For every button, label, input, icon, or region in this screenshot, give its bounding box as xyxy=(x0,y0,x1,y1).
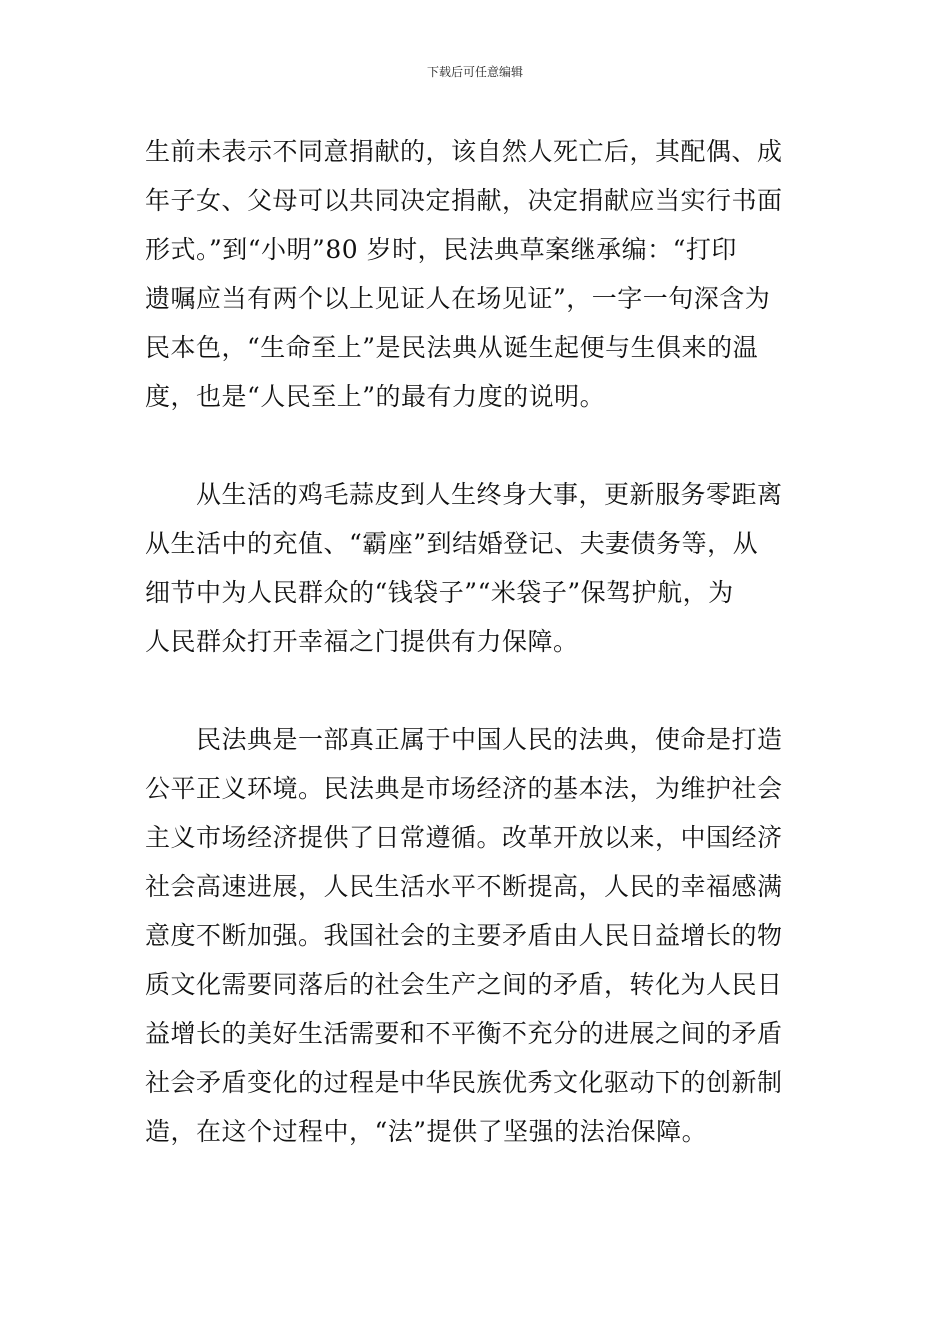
text-line: 生前未表示不同意捐献的，该自然人死亡后，其配偶、成 xyxy=(145,137,783,166)
text-line: 社会矛盾变化的过程是中华民族优秀文化驱动下的创新制 xyxy=(145,1068,783,1097)
paragraph-2 xyxy=(145,470,810,666)
text-line: 度，也是“人民至上”的最有力度的说明。 xyxy=(145,382,606,411)
text-line: 民本色，“生命至上”是民法典从诞生起便与生俱来的温 xyxy=(145,333,759,362)
text-line: 社会高速进展，人民生活水平不断提高，人民的幸福感满 xyxy=(145,872,783,901)
text-line: 人民群众打开幸福之门提供有力保障。 xyxy=(145,627,579,656)
text-line: 细节中为人民群众的“钱袋子”“米袋子”保驾护航，为 xyxy=(145,578,734,607)
text-line: 遗嘱应当有两个以上见证人在场见证”，一字一句深含为 xyxy=(145,284,771,313)
text-line: 质文化需要同落后的社会生产之间的矛盾，转化为人民日 xyxy=(145,970,783,999)
text-line: 造，在这个过程中，“法”提供了坚强的法治保障。 xyxy=(145,1117,708,1146)
text-line: 从生活中的充值、“霸座”到结婚登记、夫妻债务等，从 xyxy=(145,529,759,558)
paragraph-spacer xyxy=(145,666,810,715)
paragraph-1 xyxy=(145,127,810,421)
text-line: 意度不断加强。我国社会的主要矛盾由人民日益增长的物 xyxy=(145,921,783,950)
text-line: 年子女、父母可以共同决定捐献，决定捐献应当实行书面 xyxy=(145,186,783,215)
text-line: 形式。”到“小明”80 岁时，民法典草案继承编：“打印 xyxy=(145,235,737,264)
paragraph-spacer xyxy=(145,421,810,470)
text-line: 主义市场经济提供了日常遵循。改革开放以来，中国经济 xyxy=(145,823,783,852)
paragraph-3 xyxy=(145,715,810,1156)
document-body xyxy=(145,127,810,1156)
text-line: 从生活的鸡毛蒜皮到人生终身大事，更新服务零距离 xyxy=(145,480,783,509)
text-line: 民法典是一部真正属于中国人民的法典，使命是打造 xyxy=(145,725,783,754)
text-line: 公平正义环境。民法典是市场经济的基本法，为维护社会 xyxy=(145,774,783,803)
text-line: 益增长的美好生活需要和不平衡不充分的进展之间的矛盾 xyxy=(145,1019,783,1048)
page-header: 下载后可任意编辑 xyxy=(426,65,523,79)
